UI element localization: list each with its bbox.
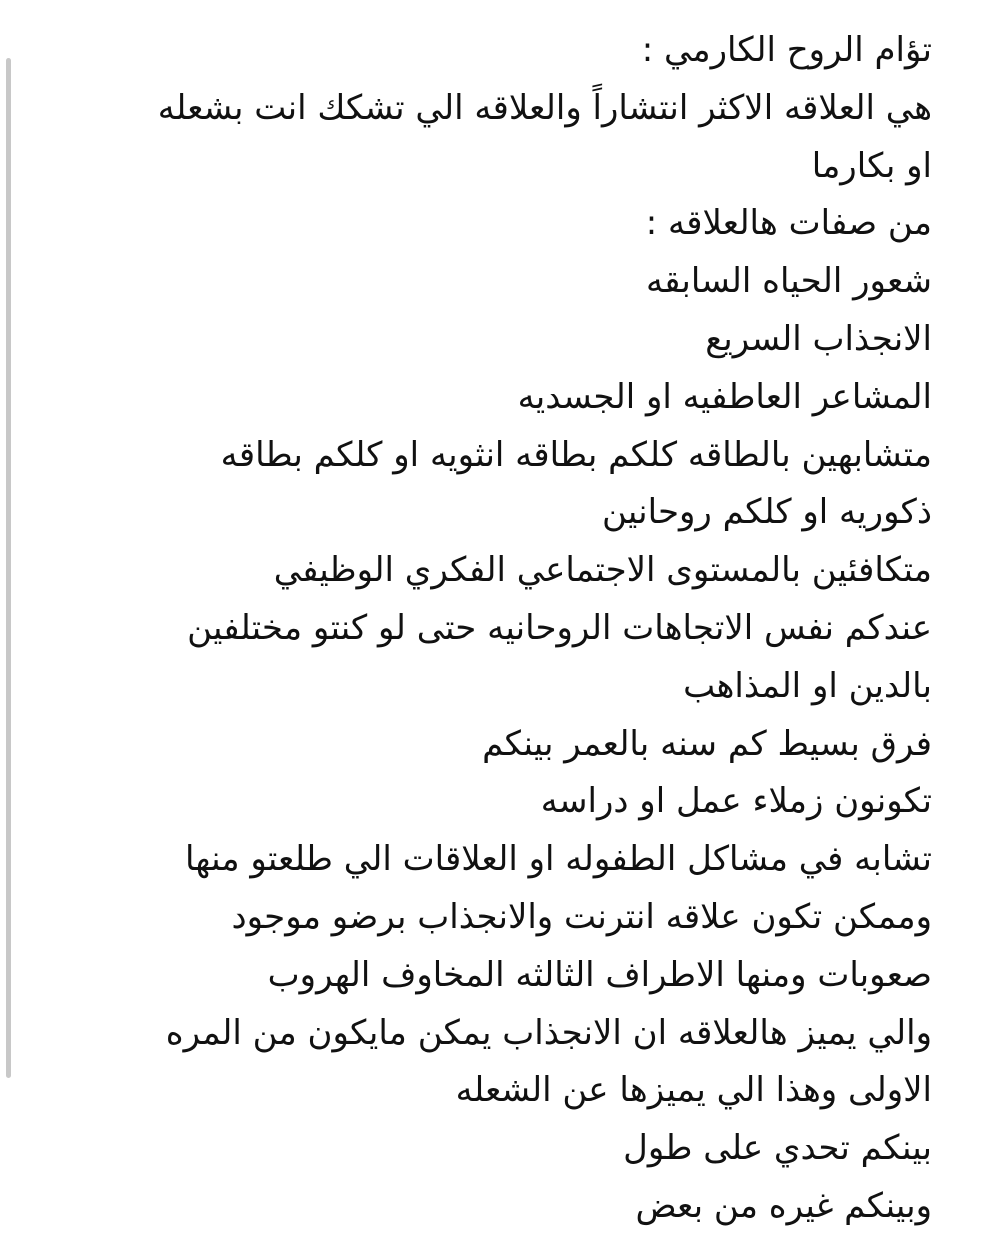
text-line: تكونون زملاء عمل او دراسه — [540, 781, 932, 822]
text-line: شعور الحياه السابقه — [645, 261, 932, 302]
text-line: المشاعر العاطفيه او الجسديه — [517, 376, 932, 417]
text-line: وبينكم غيره من بعض — [635, 1185, 932, 1226]
text-line: وممكن تكون علاقه انترنت والانجذاب برضو موجود — [231, 896, 932, 937]
vertical-scrollbar[interactable] — [6, 58, 11, 1078]
text-line: الاولى وهذا الي يميزها عن الشعله — [455, 1070, 932, 1111]
text-line: هي العلاقه الاكثر انتشاراً والعلاقه الي تشكك انت بشعله — [157, 87, 932, 128]
text-line: تؤام الروح الكارمي : — [641, 30, 932, 70]
text-line: تشابه في مشاكل الطفوله او العلاقات الي طلعتو منها — [185, 839, 932, 880]
text-line: الانجذاب السريع — [705, 318, 932, 359]
text-line: ذكوريه او كلكم روحانين — [602, 492, 932, 533]
text-line: بينكم تحدي على طول — [623, 1128, 932, 1169]
text-line: بالدين او المذاهب — [683, 665, 932, 706]
text-line: او بكارما — [811, 145, 932, 186]
text-line: فرق بسيط كم سنه بالعمر بينكم — [482, 723, 932, 764]
text-line: متكافئين بالمستوى الاجتماعي الفكري الوظيفي — [273, 550, 932, 591]
document-text — [32, 22, 932, 1236]
text-line: صعوبات ومنها الاطراف الثالثه المخاوف الهروب — [267, 954, 932, 995]
text-line: عندكم نفس الاتجاهات الروحانيه حتى لو كنتو مختلفين — [187, 607, 932, 648]
text-line: والي يميز هالعلاقه ان الانجذاب يمكن مايكون من المره — [165, 1012, 932, 1053]
text-line: متشابهين بالطاقه كلكم بطاقه انثويه او كلكم بطاقه — [220, 434, 932, 475]
text-line: من صفات هالعلاقه : — [645, 203, 932, 244]
